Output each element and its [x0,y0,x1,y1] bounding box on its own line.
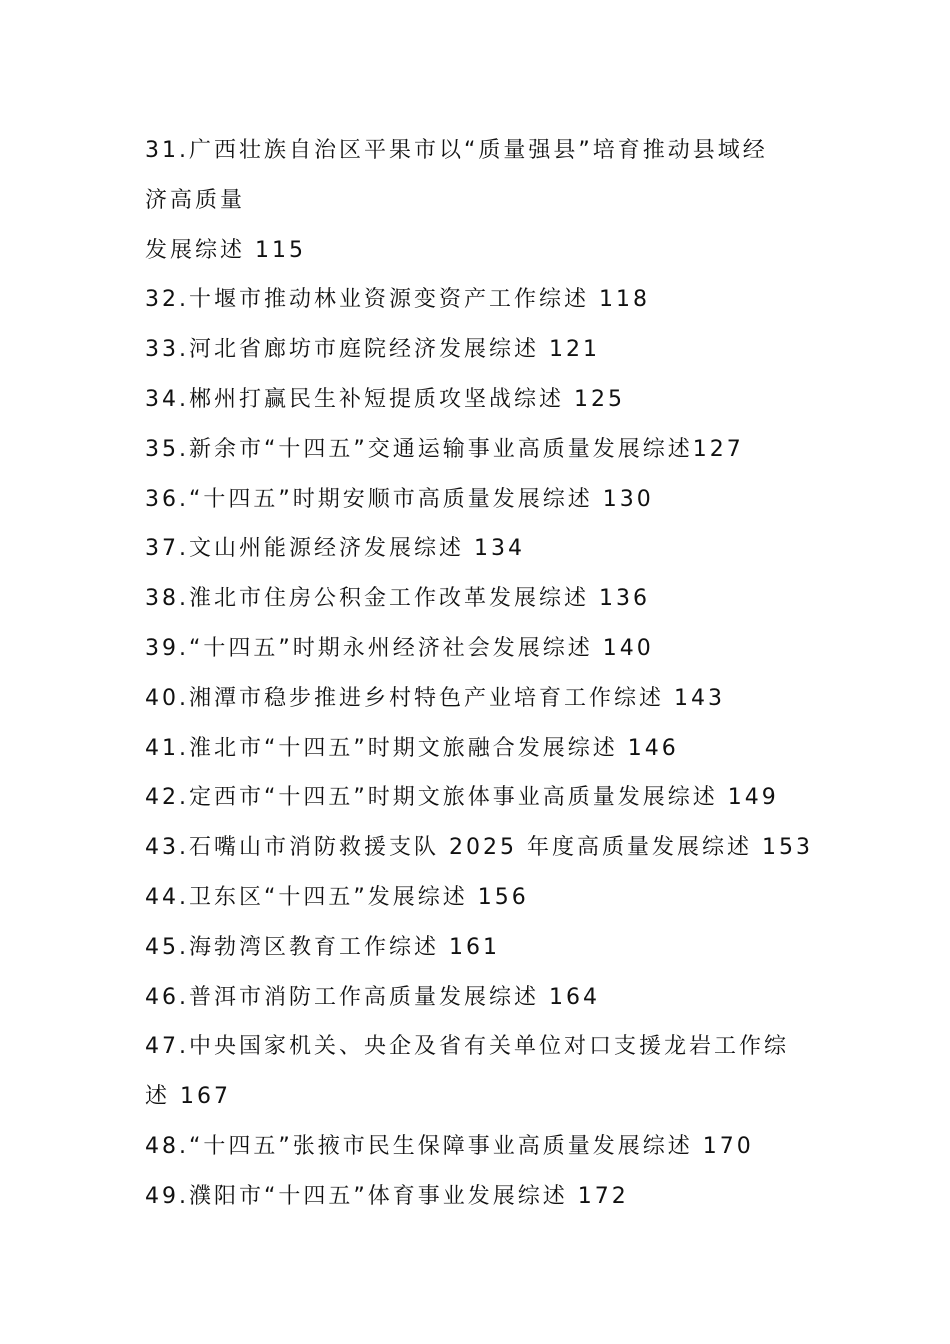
toc-entry-48 [145,1122,815,1172]
toc-line: 34.郴州打赢民生补短提质攻坚战综述 125 [145,386,625,412]
toc-line: 36.“十四五”时期安顺市高质量发展综述 130 [145,486,654,512]
table-of-contents [145,126,815,1222]
toc-entry-44 [145,873,815,923]
toc-entry-46 [145,973,815,1023]
toc-line: 49.濮阳市“十四五”体育事业发展综述 172 [145,1183,629,1209]
toc-line: 35.新余市“十四五”交通运输事业高质量发展综述127 [145,436,744,462]
toc-line: 31.广西壮族自治区平果市以“质量强县”培育推动县域经 [145,138,768,163]
toc-entry-47 [145,1022,815,1122]
toc-entry-43 [145,823,815,873]
toc-line: 46.普洱市消防工作高质量发展综述 164 [145,984,600,1010]
toc-line: 41.淮北市“十四五”时期文旅融合发展综述 146 [145,735,679,761]
toc-entry-32 [145,275,815,325]
toc-entry-37 [145,524,815,574]
toc-line: 39.“十四五”时期永州经济社会发展综述 140 [145,635,654,661]
toc-line: 发展综述 115 [145,237,306,263]
toc-entry-38 [145,574,815,624]
toc-entry-35 [145,425,815,475]
toc-entry-36 [145,475,815,525]
toc-line: 44.卫东区“十四五”发展综述 156 [145,884,529,910]
toc-line: 48.“十四五”张掖市民生保障事业高质量发展综述 170 [145,1133,754,1159]
toc-entry-42 [145,773,815,823]
toc-entry-31 [145,126,815,275]
toc-entry-49 [145,1172,815,1222]
toc-line: 43.石嘴山市消防救援支队 2025 年度高质量发展综述 153 [145,835,813,861]
toc-line: 45.海勃湾区教育工作综述 161 [145,934,500,960]
toc-line: 述 167 [145,1084,231,1110]
toc-line: 40.湘潭市稳步推进乡村特色产业培育工作综述 143 [145,685,725,711]
toc-entry-33 [145,325,815,375]
toc-line: 42.定西市“十四五”时期文旅体事业高质量发展综述 149 [145,785,779,811]
toc-line: 37.文山州能源经济发展综述 134 [145,536,525,562]
toc-line: 济高质量 [145,187,246,213]
toc-entry-41 [145,724,815,774]
toc-entry-45 [145,923,815,973]
toc-line: 38.淮北市住房公积金工作改革发展综述 136 [145,586,650,612]
toc-entry-34 [145,375,815,425]
toc-line: 32.十堰市推动林业资源变资产工作综述 118 [145,287,650,313]
toc-entry-40 [145,674,815,724]
toc-line: 47.中央国家机关、央企及省有关单位对口支援龙岩工作综 [145,1034,789,1060]
toc-entry-39 [145,624,815,674]
toc-line: 33.河北省廊坊市庭院经济发展综述 121 [145,337,600,363]
